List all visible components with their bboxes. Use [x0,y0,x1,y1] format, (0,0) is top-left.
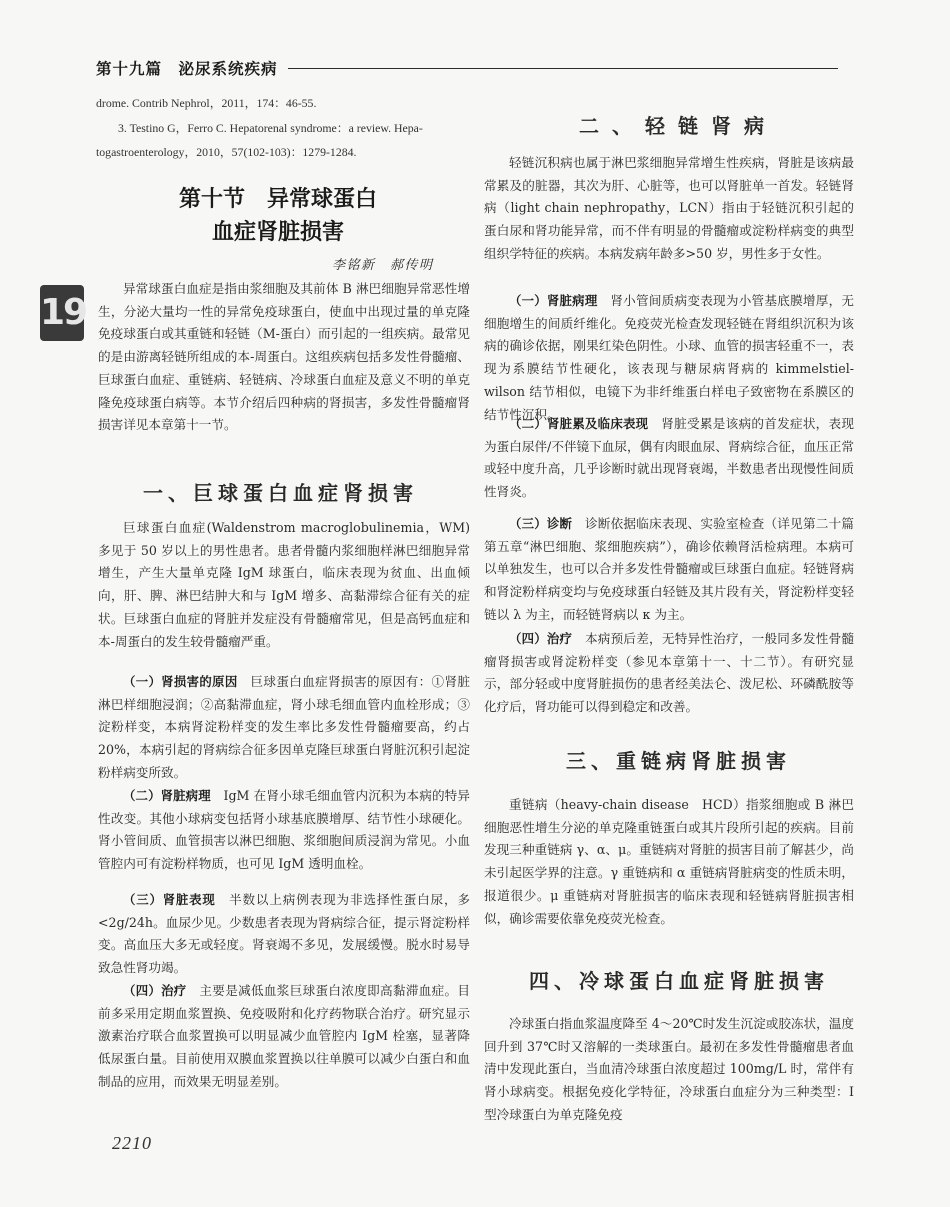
s2-diagnosis-paragraph [484,513,854,627]
section-2-paragraph: 轻链沉积病也属于淋巴浆细胞异常增生性疾病，肾脏是该病最常累及的脏器，其次为肝、心脏等，也可以肾脏单一首发。轻链肾病（light chain nephropathy，LCN）指由于轻链沉积引起的蛋白尿和肾功能异常，而不伴有明显的骨髓瘤或淀粉样病变的典型组织学特征的疾病。本病发病年龄多>50 岁，男性多于女性。 [484,155,854,261]
s2-treatment-paragraph [484,628,854,719]
s1-treatment-heading: （四）治疗 [123,983,187,998]
s1-cause-paragraph [98,671,470,785]
s1-treatment-text: 主要是减低血浆巨球蛋白浓度即高黏滞血症。目前多采用定期血浆置换、免疫吸附和化疗药物联合治疗。研究显示激素治疗联合血浆置换可以明显减少血管腔内 IgM 栓塞，显著降低尿蛋白量。目前使用双膜血浆置换以往单膜可以减少白蛋白和血制品的应用，而效果无明显差别。 [98,983,471,1089]
s2-pathology-heading: （一）肾脏病理 [509,293,598,308]
s1-manifestation-paragraph [98,889,470,980]
chapter-title-line2: 血症肾脏损害 [211,220,344,245]
s1-manifestation-heading: （三）肾脏表现 [123,892,216,907]
s2-clinical-paragraph [484,413,854,504]
section-1-title: 一、巨球蛋白血症肾损害 [143,481,418,505]
s1-manifestation-text: 半数以上病例表现为非选择性蛋白尿，多<2g/24h。血尿少见。少数患者表现为肾病综合征，提示肾淀粉样变。高血压大多无或轻度。肾衰竭不多见，发展缓慢。脱水时易导致急性肾功竭。 [98,892,471,976]
chapter-tab: 19 [40,285,84,341]
header-rule [288,68,838,69]
s2-diagnosis-text: 诊断依据临床表现、实验室检查（详见第二十篇第五章“淋巴细胞、浆细胞疾病”），确诊依赖肾活检病理。本病可以单独发生，也可以合并多发性骨髓瘤或巨球蛋白血症。轻链肾病和肾淀粉样病变均与免疫球蛋白轻链及其片段有关，肾淀粉样变轻链以 λ 为主，而轻链肾病以 κ 为主。 [484,516,855,622]
s1-pathology-text: IgM 在肾小球毛细血管内沉积为本病的特异性改变。其他小球病变包括肾小球基底膜增厚、结节性小球硬化。肾小管间质、血管损害以淋巴细胞、浆细胞间质浸润为常见。小血管腔内可有淀粉样物质，也可见 IgM 透明血栓。 [98,788,471,872]
s1-cause-text: 巨球蛋白血症肾损害的原因有：①肾脏淋巴样细胞浸润；②高黏滞血症，肾小球毛细血管内血栓形成；③淀粉样变，本病肾淀粉样变的发生率比多发性骨髓瘤要高，约占 20%，本病引起的肾病综合征多因单克隆巨球蛋白肾脏沉积引起淀粉样病变所致。 [98,674,471,780]
section-3-paragraph: 重链病（heavy-chain disease HCD）指浆细胞或 B 淋巴细胞恶性增生分泌的单克隆重链蛋白或其片段所引起的疾病。目前发现三种重链病 γ、α、μ。重链病对肾脏的损害目前了解甚少，尚未引起医学界的注意。γ 重链病和 α 重链病肾脏病变的性质未明，报道很少。μ 重链病对肾脏损害的临床表现和轻链病肾脏损害相似，确诊需要依靠免疫荧光检查。 [484,797,854,926]
s1-treatment-paragraph [98,980,470,1094]
s1-pathology-paragraph [98,785,470,876]
section-4-paragraph: 冷球蛋白指血浆温度降至 4～20℃时发生沉淀或胶冻状，温度回升到 37℃时又溶解的一类球蛋白。最初在多发性骨髓瘤患者血清中发现此蛋白，当血清冷球蛋白浓度超过 100mg/L 时，常伴有肾小球病变。根据免疫化学特征，冷球蛋白血症分为三种类型：Ⅰ型冷球蛋白为单克隆免疫 [484,1016,854,1122]
intro-paragraph: 异常球蛋白血症是指由浆细胞及其前体 B 淋巴细胞异常恶性增生，分泌大量均一性的异常免疫球蛋白，使血中出现过量的单克隆免疫球蛋白或其重链和轻链（M-蛋白）而引起的一组疾病。最常见的是由游离轻链所组成的本-周蛋白。这组疾病包括多发性骨髓瘤、巨球蛋白血症、重链病、轻链病、冷球蛋白血症及意义不明的单克隆免疫球蛋白病等。本节介绍后四种病的肾损害，多发性骨髓瘤肾损害详见本章第十一节。 [98,281,470,433]
section-1-paragraph: 巨球蛋白血症(Waldenstrom macroglobulinemia，WM)多见于 50 岁以上的男性患者。患者骨髓内浆细胞样淋巴细胞异常增生，产生大量单克隆 IgM 球蛋白，临床表现为贫血、出血倾向，肝、脾、淋巴结肿大和与 IgM 增多、高黏滞综合征有关的症状。巨球蛋白血症的肾脏并发症没有骨髓瘤常见，但是高钙血症和本-周蛋白的发生较骨髓瘤严重。 [98,520,470,649]
s2-treatment-heading: （四）治疗 [509,631,573,646]
chapter-title-line1: 第十节 异常球蛋白 [178,187,377,212]
page-number: 2210 [112,1133,152,1153]
s1-cause-heading: （一）肾损害的原因 [123,674,238,689]
reference-3-line2: togastroenterology，2010，57(102-103)：1279-1284. [96,145,357,159]
reference-3-line1: 3. Testino G，Ferro C. Hepatorenal syndrome：a review. Hepa- [118,121,423,135]
section-2-title: 二、轻链肾病 [579,114,777,138]
authors: 李铭新 郝传明 [332,258,434,273]
reference-continued: drome. Contrib Nephrol，2011，174：46-55. [96,96,317,110]
s2-pathology-paragraph [484,290,854,426]
s2-treatment-text: 本病预后差，无特异性治疗，一般同多发性骨髓瘤肾损害或肾淀粉样变（参见本章第十一、十二节）。有研究显示，部分轻或中度肾脏损伤的患者经美法仑、泼尼松、环磷酰胺等化疗后，肾功能可以得到稳定和改善。 [484,631,855,715]
s2-pathology-text: 肾小管间质病变表现为小管基底膜增厚，无细胞增生的间质纤维化。免疫荧光检查发现轻链在肾组织沉积为该病的确诊依据，刚果红染色阴性。小球、血管的损害轻重不一，表现为系膜结节性硬化，该表现与糖尿病肾病的 kimmelstiel-wilson 结节相似，电镜下为非纤维蛋白样电子致密物在系膜区的结节性沉积。 [484,293,855,422]
running-header: 第十九篇 泌尿系统疾病 [96,60,278,78]
section-3-title: 三、重链病肾脏损害 [566,749,791,773]
s2-diagnosis-heading: （三）诊断 [509,516,573,531]
s2-clinical-heading: （二）肾脏累及临床表现 [509,416,649,431]
section-4-title: 四、冷球蛋白血症肾脏损害 [529,969,829,993]
s2-clinical-text: 肾脏受累是该病的首发症状，表现为蛋白尿伴/不伴镜下血尿，偶有肉眼血尿、肾病综合征，血压正常或轻中度升高，几乎诊断时就出现肾衰竭，半数患者出现慢性间质性肾炎。 [484,416,855,500]
s1-pathology-heading: （二）肾脏病理 [123,788,211,803]
